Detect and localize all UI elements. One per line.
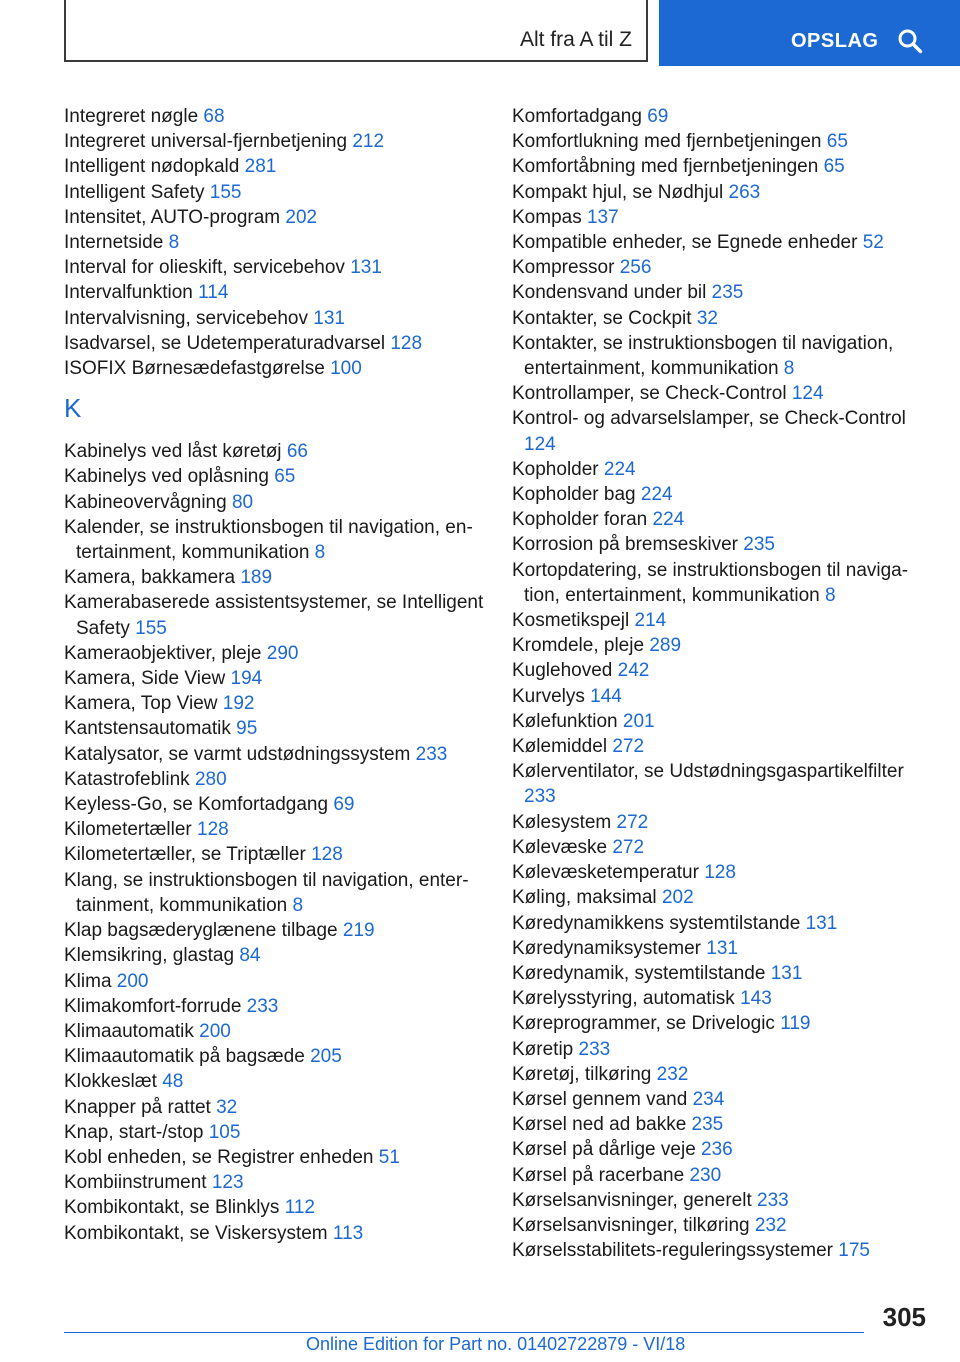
index-entry <box>64 1120 484 1145</box>
index-entry-text: Integreret universal-fjernbetjening <box>64 131 348 153</box>
index-entry <box>64 331 484 356</box>
index-entry-text: Kølesystem <box>512 811 612 833</box>
page-reference-link[interactable]: 128 <box>197 819 229 841</box>
index-entry <box>512 1087 932 1112</box>
index-entry-text: Katalysator, se varmt udstødningssystem <box>64 743 411 765</box>
page-reference-link[interactable]: 144 <box>590 685 622 707</box>
page-reference-link[interactable]: 214 <box>634 610 667 632</box>
index-entry <box>64 767 484 792</box>
index-entry-text: Kompakt hjul, se Nødhjul <box>512 181 724 203</box>
index-entry <box>512 1163 932 1188</box>
page-reference-link[interactable]: 233 <box>415 743 448 765</box>
index-entry <box>64 792 484 817</box>
index-entry-text: Kørselsstabilitets-reguleringssystemer <box>512 1240 833 1262</box>
page-reference-link[interactable]: 131 <box>350 257 382 279</box>
page-reference-link[interactable]: 289 <box>649 635 682 657</box>
index-entry <box>64 515 484 565</box>
page-reference-link[interactable]: 8 <box>783 358 795 380</box>
page-reference-link[interactable]: 84 <box>239 945 261 967</box>
index-entry-text: Kontrol- og advarselslamper, se Check-Control <box>512 408 906 430</box>
page-reference-link[interactable]: 131 <box>770 962 803 984</box>
index-entry-text: Knap, start-/stop <box>64 1121 204 1143</box>
index-entry-text: Intelligent Safety <box>64 181 205 203</box>
index-entry <box>64 1195 484 1220</box>
index-entry <box>64 1069 484 1094</box>
index-entry-text: Komfortlukning med fjernbetjeningen <box>512 131 822 153</box>
index-entry <box>64 205 484 230</box>
tab-search-label: OPSLAG <box>791 30 879 52</box>
page-reference-link[interactable]: 235 <box>743 534 775 556</box>
page-reference-link[interactable]: 234 <box>692 1088 725 1110</box>
page-reference-link[interactable]: 224 <box>603 458 636 480</box>
page-reference-link[interactable]: 242 <box>617 660 650 682</box>
index-entry-text: Klimakomfort-forrude <box>64 995 242 1017</box>
index-entry-text: Integreret nøgle <box>64 106 199 127</box>
index-entry <box>64 1095 484 1120</box>
index-entry-text: Køredynamik, systemtilstande <box>512 962 766 984</box>
index-entry-text: Køretøj, tilkøring <box>512 1063 652 1085</box>
index-entry-text: Katastrofeblink <box>64 768 190 790</box>
index-entry <box>512 658 932 683</box>
index-entry <box>512 154 932 179</box>
index-entry <box>512 180 932 205</box>
page-reference-link[interactable]: 48 <box>162 1071 184 1093</box>
page-reference-link[interactable]: 281 <box>244 156 277 178</box>
page-reference-link[interactable]: 235 <box>691 1114 724 1136</box>
index-entry <box>64 1221 484 1246</box>
index-entry <box>512 1062 932 1087</box>
index-entry-text: Kromdele, pleje <box>512 635 645 657</box>
page-reference-link[interactable]: 69 <box>647 106 669 127</box>
index-entry <box>512 558 932 608</box>
page-reference-link[interactable]: 80 <box>231 491 254 513</box>
index-entry-text: Kompatible enheder, se Egnede enheder <box>512 232 858 254</box>
index-entry-text: Køredynamiksystemer <box>512 937 701 959</box>
index-entry <box>64 1044 484 1069</box>
index-entry-text: Kørsel på dårlige veje <box>512 1139 696 1161</box>
index-entry-text: Knapper på rattet <box>64 1096 211 1118</box>
index-entry <box>512 104 932 129</box>
index-entry <box>512 1037 932 1062</box>
page-reference-link[interactable]: 202 <box>661 887 694 909</box>
index-column-left <box>64 104 484 1246</box>
index-entry-text: Kalender, se instruktionsbogen til navigation, entertainment, kommunikation <box>64 516 473 564</box>
page-reference-link[interactable]: 119 <box>780 1013 811 1035</box>
index-entry <box>512 255 932 280</box>
page-reference-link[interactable]: 233 <box>578 1038 611 1060</box>
page-reference-link[interactable]: 230 <box>689 1164 722 1186</box>
index-entry-text: Kamerabaserede assistentsystemer, se Intelligent Safety <box>64 592 484 639</box>
index-entry-text: Kabinelys ved oplåsning <box>64 466 269 488</box>
page-reference-link[interactable]: 32 <box>216 1096 238 1118</box>
index-entry <box>512 230 932 255</box>
tab-az-label: Alt fra A til Z <box>519 28 632 51</box>
index-entry-text: Kontakter, se instruktionsbogen til navigation, entertainment, kommunikation <box>512 332 894 380</box>
page-reference-link[interactable]: 124 <box>524 433 556 455</box>
page-reference-link[interactable]: 65 <box>274 466 296 488</box>
index-entry <box>512 507 932 532</box>
page-reference-link[interactable]: 212 <box>352 131 385 153</box>
index-entry <box>64 868 484 918</box>
index-entry-text: Kombiinstrument <box>64 1172 207 1194</box>
page-reference-link[interactable]: 131 <box>313 307 345 329</box>
page-reference-link[interactable]: 137 <box>586 206 619 228</box>
page-reference-link[interactable]: 175 <box>838 1240 870 1262</box>
index-column-right <box>512 104 932 1263</box>
page-reference-link[interactable]: 189 <box>240 567 273 589</box>
index-entry <box>512 381 932 406</box>
index-entry-text: Klemsikring, glastag <box>64 945 235 967</box>
index-entry <box>64 666 484 691</box>
index-entry <box>64 129 484 154</box>
index-entry <box>64 969 484 994</box>
index-entry-text: Komfortåbning med fjernbetjeningen <box>512 156 819 178</box>
index-entry <box>512 709 932 734</box>
page-reference-link[interactable]: 69 <box>333 794 355 816</box>
page-reference-link[interactable]: 131 <box>706 937 738 959</box>
page-reference-link[interactable]: 65 <box>823 156 845 178</box>
page-number: 305 <box>882 1302 926 1332</box>
page-reference-link[interactable]: 95 <box>236 718 258 740</box>
index-entry-text: Kosmetikspejl <box>512 610 630 632</box>
index-entry <box>64 691 484 716</box>
index-entry <box>64 641 484 666</box>
page-reference-link[interactable]: 201 <box>622 710 655 732</box>
index-entry <box>64 154 484 179</box>
page-reference-link[interactable]: 100 <box>330 358 362 380</box>
page-reference-link[interactable]: 272 <box>612 836 645 858</box>
index-entry-text: Kurvelys <box>512 685 585 707</box>
index-entry-text: Kølemiddel <box>512 736 608 758</box>
index-entry <box>512 1137 932 1162</box>
page-reference-link[interactable]: 263 <box>728 181 761 203</box>
page-reference-link[interactable]: 8 <box>292 894 304 916</box>
page-reference-link[interactable]: 32 <box>696 307 718 329</box>
index-entry-text: Kabineovervågning <box>64 491 227 513</box>
page-reference-link[interactable]: 155 <box>135 617 167 639</box>
index-entry <box>512 835 932 860</box>
tab-az[interactable] <box>64 0 648 62</box>
index-entry-text: Kompressor <box>512 257 615 279</box>
index-entry-text: Kopholder foran <box>512 509 648 531</box>
index-entry-text: Klang, se instruktionsbogen til navigation, entertainment, kommunikation <box>64 869 469 916</box>
index-entry <box>64 742 484 767</box>
index-entry-text: Kørsel gennem vand <box>512 1088 688 1110</box>
page-reference-link[interactable]: 194 <box>230 668 263 690</box>
page-reference-link[interactable]: 272 <box>616 811 649 833</box>
index-entry <box>64 356 484 381</box>
index-entry-text: Kørsel på racerbane <box>512 1164 685 1186</box>
index-entry-text: Køredynamikkens systemtilstande <box>512 912 801 934</box>
index-entry-text: Klap bagsæderyglænene tilbage <box>64 920 338 942</box>
page-reference-link[interactable]: 235 <box>711 282 744 304</box>
index-entry-text: Kopholder <box>512 458 599 480</box>
page-reference-link[interactable]: 256 <box>619 257 652 279</box>
index-entry <box>512 331 932 381</box>
index-entry <box>512 608 932 633</box>
index-entry <box>64 565 484 590</box>
index-entry-text: Intervalfunktion <box>64 282 193 304</box>
index-entry <box>512 936 932 961</box>
index-entry <box>512 306 932 331</box>
page-reference-link[interactable]: 114 <box>198 282 229 304</box>
page-reference-link[interactable]: 233 <box>524 786 556 808</box>
index-entry-text: Kilometertæller, se Triptæller <box>64 844 306 866</box>
index-entry <box>512 911 932 936</box>
page-reference-link[interactable]: 232 <box>754 1214 787 1236</box>
index-entry-text: Isadvarsel, se Udetemperaturadvarsel <box>64 332 386 354</box>
footer-divider <box>64 1332 864 1333</box>
index-entry <box>512 1213 932 1238</box>
index-entry-text: Kobl enheden, se Registrer enheden <box>64 1146 374 1168</box>
index-entry-text: Køreprogrammer, se Drivelogic <box>512 1013 775 1035</box>
page-reference-link[interactable]: 131 <box>805 912 838 934</box>
index-entry <box>512 810 932 835</box>
index-entry <box>512 532 932 557</box>
page-reference-link[interactable]: 219 <box>342 920 375 942</box>
page-reference-link[interactable]: 200 <box>116 970 149 992</box>
page-reference-link[interactable]: 66 <box>286 441 308 463</box>
index-entry <box>64 716 484 741</box>
page-reference-link[interactable]: 112 <box>284 1197 315 1219</box>
index-entry-text: Kørselsanvisninger, generelt <box>512 1189 752 1211</box>
index-entry <box>512 734 932 759</box>
page-reference-link[interactable]: 233 <box>246 995 279 1017</box>
page-reference-link[interactable]: 224 <box>640 484 673 506</box>
index-entry <box>64 255 484 280</box>
page-reference-link[interactable]: 8 <box>314 542 326 564</box>
page-reference-link[interactable]: 290 <box>266 642 299 664</box>
index-entry <box>512 457 932 482</box>
page-reference-link[interactable]: 236 <box>701 1139 733 1161</box>
index-entry-text: Kilometertæller <box>64 819 192 841</box>
index-entry-text: Intelligent nødopkald <box>64 156 240 178</box>
index-entry <box>512 860 932 885</box>
index-entry-text: Kamera, Top View <box>64 693 218 715</box>
index-entry <box>64 180 484 205</box>
index-entry-text: Kameraobjektiver, pleje <box>64 642 262 664</box>
index-entry <box>64 464 484 489</box>
index-entry-text: Kontrollamper, se Check-Control <box>512 383 787 405</box>
page-reference-link[interactable]: 52 <box>862 232 884 254</box>
top-navigation <box>0 0 960 66</box>
page-reference-link[interactable]: 8 <box>825 584 836 606</box>
index-entry-text: Kamera, bakkamera <box>64 567 236 589</box>
index-entry-text: Kortopdatering, se instruktionsbogen til navigation, entertainment, kommunikation <box>512 559 909 606</box>
index-entry-text: Kølefunktion <box>512 710 618 732</box>
page-reference-link[interactable]: 65 <box>826 131 848 153</box>
index-entry <box>512 280 932 305</box>
index-entry-text: Kørselsanvisninger, tilkøring <box>512 1214 750 1236</box>
index-entry-text: Intensitet, AUTO-program <box>64 206 281 228</box>
index-entry-text: Kabinelys ved låst køretøj <box>64 441 282 463</box>
page-reference-link[interactable]: 233 <box>757 1189 789 1211</box>
page-reference-link[interactable]: 155 <box>209 181 242 203</box>
search-icon[interactable] <box>897 28 923 54</box>
index-entry <box>64 842 484 867</box>
page-reference-link[interactable]: 128 <box>704 862 736 884</box>
index-entry <box>512 684 932 709</box>
index-entry <box>64 943 484 968</box>
index-entry <box>512 1238 932 1263</box>
index-entry <box>64 817 484 842</box>
index-entry-text: Internetside <box>64 232 164 254</box>
index-entry-text: Komfortadgang <box>512 106 642 127</box>
index-entry <box>512 759 932 809</box>
index-entry-text: Klimaautomatik <box>64 1020 194 1042</box>
index-entry <box>64 1145 484 1170</box>
index-entry <box>64 280 484 305</box>
index-entry-text: Kombikontakt, se Viskersystem <box>64 1222 328 1244</box>
index-entry-text: Kantstensautomatik <box>64 718 231 740</box>
page-reference-link[interactable]: 205 <box>310 1046 342 1068</box>
index-entry-text: Kørelysstyring, automatisk <box>512 988 735 1010</box>
index-entry <box>64 590 484 640</box>
index-entry <box>512 1112 932 1137</box>
page-reference-link[interactable]: 68 <box>203 106 225 127</box>
index-entry <box>64 1170 484 1195</box>
index-entry <box>64 230 484 255</box>
index-entry-text: Klimaautomatik på bagsæde <box>64 1046 305 1068</box>
index-entry-text: Kølerventilator, se Udstødningsgaspartikelfilter <box>512 761 904 783</box>
page-reference-link[interactable]: 113 <box>332 1222 364 1244</box>
index-entry-text: Kondensvand under bil <box>512 282 707 304</box>
index-entry <box>512 633 932 658</box>
index-entry <box>512 205 932 230</box>
index-entry-text: Kamera, Side View <box>64 668 226 690</box>
index-entry-text: Kombikontakt, se Blinklys <box>64 1197 280 1219</box>
index-entry <box>512 1188 932 1213</box>
index-entry-text: Kølevæske <box>512 836 608 858</box>
index-entry <box>64 439 484 464</box>
index-entry <box>512 129 932 154</box>
index-entry <box>512 482 932 507</box>
tab-search[interactable] <box>659 0 960 66</box>
index-entry <box>64 306 484 331</box>
index-entry <box>512 406 932 456</box>
page-reference-link[interactable]: 124 <box>791 383 824 405</box>
index-entry-text: Kontakter, se Cockpit <box>512 307 692 329</box>
index-entry-text: Keyless-Go, se Komfortadgang <box>64 794 329 816</box>
page-reference-link[interactable]: 123 <box>211 1172 244 1194</box>
index-entry-text: Kølevæsketemperatur <box>512 862 699 884</box>
index-entry-text: Klima <box>64 970 112 992</box>
index-entry <box>64 994 484 1019</box>
page-reference-link[interactable]: 105 <box>208 1121 241 1143</box>
index-entry <box>512 1011 932 1036</box>
index-entry-text: Intervalvisning, servicebehov <box>64 307 308 329</box>
index-entry <box>512 961 932 986</box>
index-entry-text: Kørsel ned ad bakke <box>512 1114 687 1136</box>
page-reference-link[interactable]: 200 <box>199 1020 231 1042</box>
page-reference-link[interactable]: 128 <box>390 332 423 354</box>
page-reference-link[interactable]: 128 <box>311 844 343 866</box>
index-entry-text: Kompas <box>512 206 582 228</box>
page-reference-link[interactable]: 224 <box>652 509 685 531</box>
page-reference-link[interactable]: 272 <box>612 736 645 758</box>
page-reference-link[interactable]: 280 <box>194 768 227 790</box>
page-reference-link[interactable]: 51 <box>378 1146 400 1168</box>
page-reference-link[interactable]: 202 <box>285 206 318 228</box>
index-entry-text: Klokkeslæt <box>64 1071 157 1093</box>
index-entry-text: Kuglehoved <box>512 660 613 682</box>
footer-edition-text: Online Edition for Part no. 01402722879 - VI/18 <box>306 1334 686 1354</box>
index-entry-text: Køling, maksimal <box>512 887 657 909</box>
index-entry-text: Køretip <box>512 1038 574 1060</box>
index-entry <box>512 885 932 910</box>
index-entry-text: Interval for olieskift, servicebehov <box>64 257 345 279</box>
page-reference-link[interactable]: 143 <box>740 988 772 1010</box>
index-entry <box>64 490 484 515</box>
index-entry <box>64 1019 484 1044</box>
index-entry-text: Korrosion på bremseskiver <box>512 534 738 556</box>
index-entry <box>64 918 484 943</box>
section-letter: K <box>64 393 82 424</box>
page-reference-link[interactable]: 192 <box>222 693 255 715</box>
index-entry-text: Kopholder bag <box>512 484 636 506</box>
index-entry-text: ISOFIX Børnesædefastgørelse <box>64 358 325 380</box>
page-reference-link[interactable]: 232 <box>656 1063 689 1085</box>
index-entry <box>512 986 932 1011</box>
page-reference-link[interactable]: 8 <box>168 232 180 254</box>
index-entry <box>64 104 484 129</box>
